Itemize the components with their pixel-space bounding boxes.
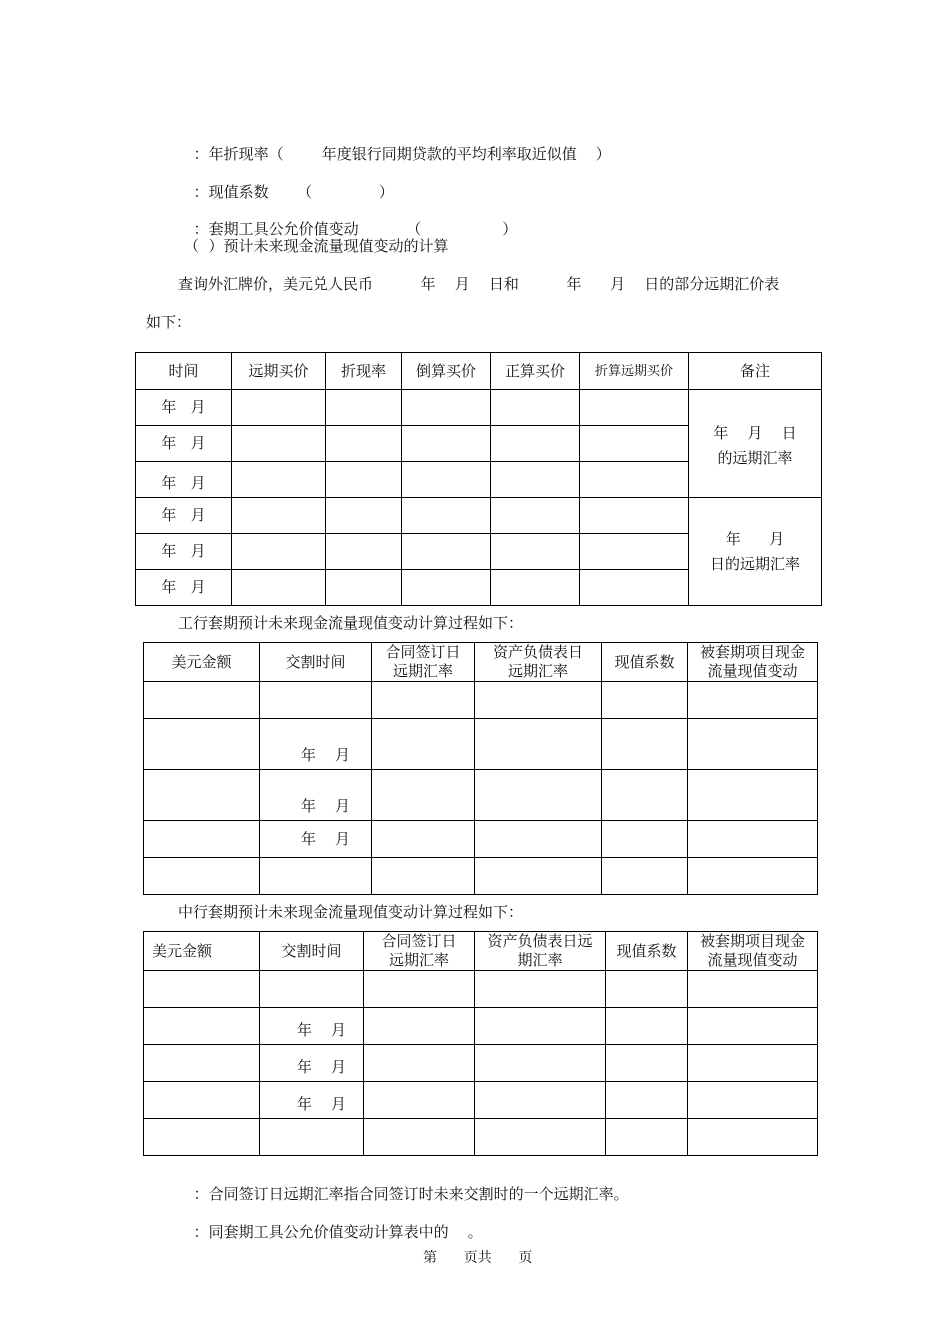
note-same-as-hedge-table: ：同套期工具公允价值变动计算表中的 。: [193, 1223, 483, 1241]
delivery-time-cell: 年 月: [260, 770, 372, 821]
table-row: [144, 719, 818, 770]
header-remark: 备注: [689, 353, 822, 390]
time-cell: 年 月: [136, 570, 232, 606]
header-pv-change: 被套期项目现金 流量现值变动: [688, 932, 818, 971]
forward-table-header: [136, 353, 822, 390]
table-row: [144, 682, 818, 719]
header-pv-factor: 现值系数: [602, 643, 688, 682]
header-balance-sheet-rate: 资产负债表日 远期汇率: [475, 643, 602, 682]
header-delivery-time: 交割时间: [260, 643, 372, 682]
icbc-table-header: [144, 643, 818, 682]
table-row: [144, 1119, 818, 1156]
header-forward-calc-buy: 正算买价: [491, 353, 580, 390]
header-usd-amount: 美元金额: [144, 643, 260, 682]
delivery-time-cell: 年 月: [260, 719, 372, 770]
boc-table-header: [144, 932, 818, 971]
note-contract-rate-definition: ：合同签订日远期汇率指合同签订时未来交割时的一个远期汇率。: [193, 1185, 629, 1203]
icbc-table: [143, 642, 818, 895]
delivery-time-cell: 年 月: [260, 1008, 364, 1045]
time-cell: 年 月: [136, 498, 232, 534]
page-footer: 第 页共 页: [423, 1250, 533, 1266]
time-cell: 年 月: [136, 462, 232, 498]
table-row: [144, 770, 818, 821]
time-cell: 年 月: [136, 426, 232, 462]
header-contract-rate: 合同签订日 远期汇率: [364, 932, 475, 971]
table-row: [144, 1008, 818, 1045]
table-row: [144, 1082, 818, 1119]
header-forward-buy: 远期买价: [232, 353, 326, 390]
delivery-time-cell: 年 月: [260, 1045, 364, 1082]
boc-table: [143, 931, 818, 1156]
table-row: [136, 390, 822, 426]
forward-rate-table: [135, 352, 822, 606]
table-row: [144, 858, 818, 895]
delivery-time-cell: 年 月: [260, 821, 372, 858]
header-usd-amount: 美元金额: [144, 932, 260, 971]
header-balance-sheet-rate: 资产负债表日远 期汇率: [475, 932, 606, 971]
section-heading: （ ）预计未来现金流量现值变动的计算: [184, 237, 449, 255]
query-line: 查询外汇牌价，美元兑人民币 年 月 日和 年 月 日的部分远期汇价表: [178, 275, 780, 293]
note-hedge-fair-value: ：套期工具公允价值变动 （ ）: [193, 220, 518, 238]
remark-cell-1: 年 月 日 的远期汇率: [689, 390, 822, 498]
table-row: [144, 971, 818, 1008]
header-discount-rate: 折现率: [326, 353, 402, 390]
time-cell: 年 月: [136, 534, 232, 570]
note-discount-rate: ：年折现率（ 年度银行同期贷款的平均利率取近似值 ）: [193, 145, 611, 163]
delivery-time-cell: 年 月: [260, 1082, 364, 1119]
icbc-section-title: 工行套期预计未来现金流量现值变动计算过程如下：: [178, 614, 524, 632]
header-pv-change: 被套期项目现金 流量现值变动: [688, 643, 818, 682]
time-cell: 年 月: [136, 390, 232, 426]
note-present-value-factor: ：现值系数 （ ）: [193, 183, 394, 201]
boc-section-title: 中行套期预计未来现金流量现值变动计算过程如下：: [178, 903, 524, 921]
remark-cell-2: 年 月 日的远期汇率: [689, 498, 822, 606]
header-reverse-buy: 倒算买价: [402, 353, 491, 390]
header-time: 时间: [136, 353, 232, 390]
header-delivery-time: 交割时间: [260, 932, 364, 971]
table-row: [144, 821, 818, 858]
table-row: [144, 1045, 818, 1082]
table-row: [136, 498, 822, 534]
header-contract-rate: 合同签订日 远期汇率: [372, 643, 475, 682]
header-converted-forward-buy: 折算远期买价: [580, 353, 689, 390]
header-pv-factor: 现值系数: [606, 932, 688, 971]
query-line-continued: 如下：: [146, 313, 192, 331]
